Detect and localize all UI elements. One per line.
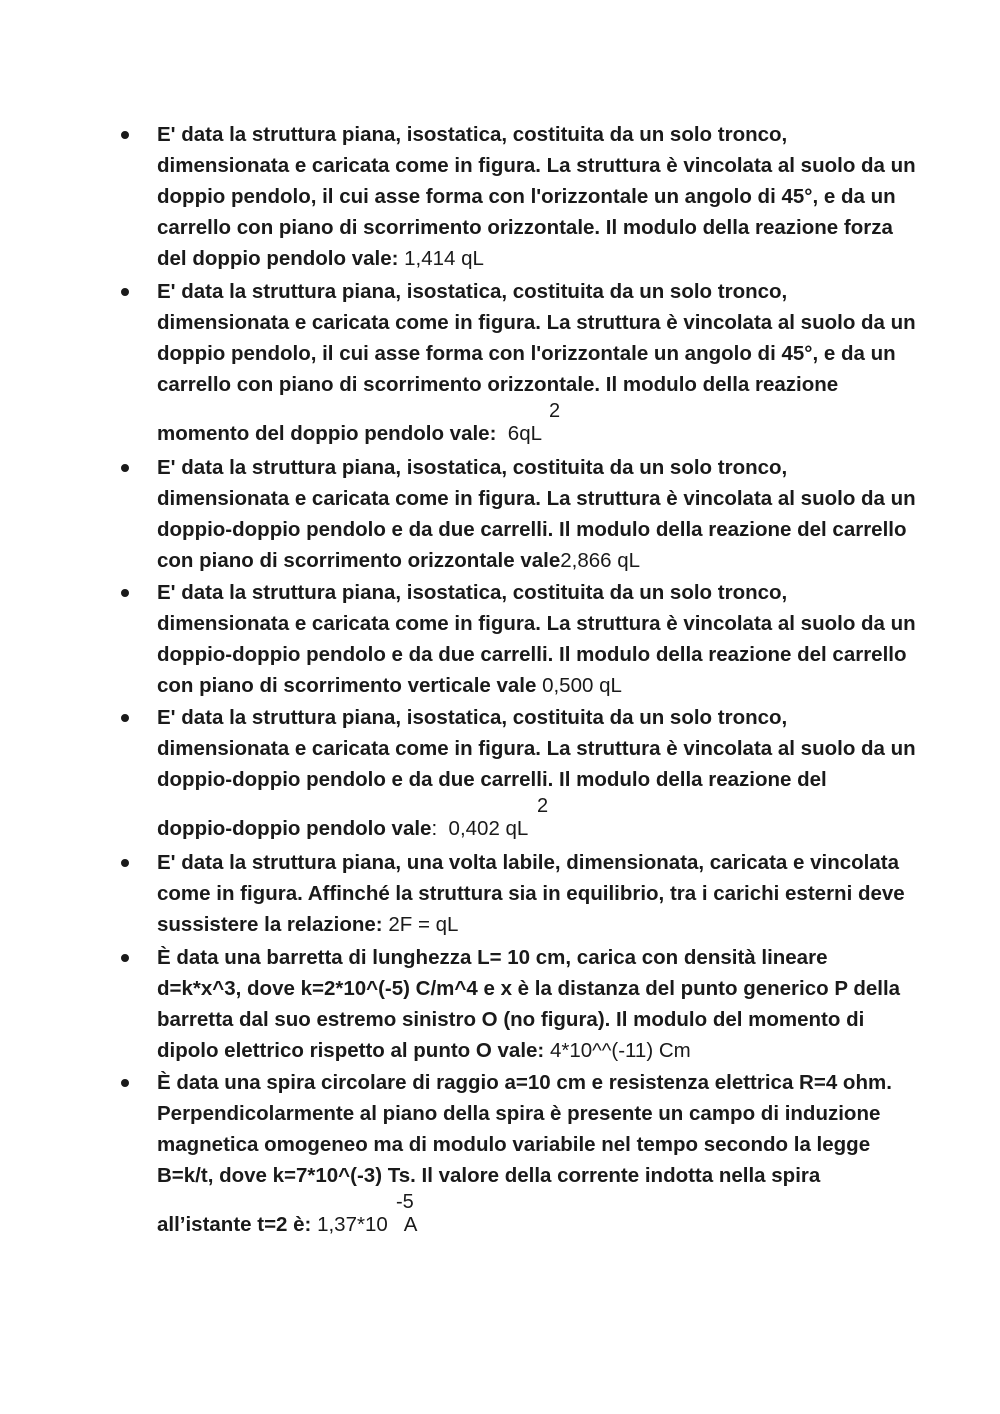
answer-text: 1,414 qL [398,247,484,270]
question-text: E' data la struttura piana, isostatica, costituita da un solo tronco, dimensionata e caricata come in figura. La struttura è vincolata al suolo da un doppio-doppio pendolo e da due carrelli. Il modulo della reazione del [157,706,916,791]
question-text: E' data la struttura piana, una volta labile, dimensionata, caricata e vincolata come in figura. Affinché la struttura sia in equilibrio, tra i carichi esterni deve sussistere la relazione: [157,851,905,936]
bullet-icon [121,954,129,962]
question-text: E' data la struttura piana, isostatica, costituita da un solo tronco, dimensionata e caricata come in figura. La struttura è vincolata al suolo da un doppio-doppio pendolo e da due carrelli. Il modulo della reazione del carrello con piano di scorrimento orizzontale vale [157,456,916,572]
list-item [157,119,917,274]
exponent: -5 [396,1191,414,1213]
list-item [157,702,917,844]
question-text: E' data la struttura piana, isostatica, costituita da un solo tronco, dimensionata e caricata come in figura. La struttura è vincolata al suolo da un doppio pendolo, il cui asse forma con l'orizzontale un angolo di 45°, e da un carrello con piano di scorrimento orizzontale. Il modulo della reazione forza del doppio pendolo vale: [157,123,916,270]
list-item [157,577,917,701]
list-item [157,276,917,449]
bullet-icon [121,288,129,296]
list-item [157,452,917,576]
answer-text: 4*10^^(-11) Cm [544,1039,691,1062]
bullet-icon [121,131,129,139]
question-tail: all’istante t=2 è: [157,1213,312,1236]
question-text: E' data la struttura piana, isostatica, costituita da un solo tronco, dimensionata e caricata come in figura. La struttura è vincolata al suolo da un doppio pendolo, il cui asse forma con l'orizzontale un angolo di 45°, e da un carrello con piano di scorrimento orizzontale. Il modulo della reazione [157,280,916,396]
bullet-icon [121,714,129,722]
bullet-icon [121,1079,129,1087]
list-item [157,1067,917,1240]
answer-unit: A [403,1213,418,1236]
exponent: 2 [549,400,561,422]
question-tail: doppio-doppio pendolo vale [157,817,432,840]
list-item [157,847,917,940]
answer-text: 6qL [496,422,543,445]
bullet-icon [121,589,129,597]
answer-text: 2F = qL [382,913,459,936]
answer-text: : 0,402 qL [431,817,529,840]
exponent: 2 [537,795,549,817]
question-tail: momento del doppio pendolo vale: [157,422,497,445]
bullet-icon [121,464,129,472]
answer-text: 1,37*10 [311,1213,388,1236]
answer-text: 0,500 qL [536,674,622,697]
answer-text: 2,866 qL [560,549,641,572]
bullet-icon [121,859,129,867]
question-text: È data una spira circolare di raggio a=10 cm e resistenza elettrica R=4 ohm. Perpendicolarmente al piano della spira è presente un campo di induzione magnetica omogeneo ma di modulo variabile nel tempo secondo la legge B=k/t, dove k=7*10^(-3) Ts. Il valore della corrente indotta nella spira [157,1071,892,1187]
question-text: E' data la struttura piana, isostatica, costituita da un solo tronco, dimensionata e caricata come in figura. La struttura è vincolata al suolo da un doppio-doppio pendolo e da due carrelli. Il modulo della reazione del carrello con piano di scorrimento verticale vale [157,581,916,697]
question-text: È data una barretta di lunghezza L= 10 cm, carica con densità lineare d=k*x^3, dove k=2*10^(-5) C/m^4 e x è la distanza del punto generico P della barretta dal suo estremo sinistro O (no figura). Il modulo del momento di dipolo elettrico rispetto al punto O vale: [157,946,901,1062]
list-item [157,942,917,1066]
